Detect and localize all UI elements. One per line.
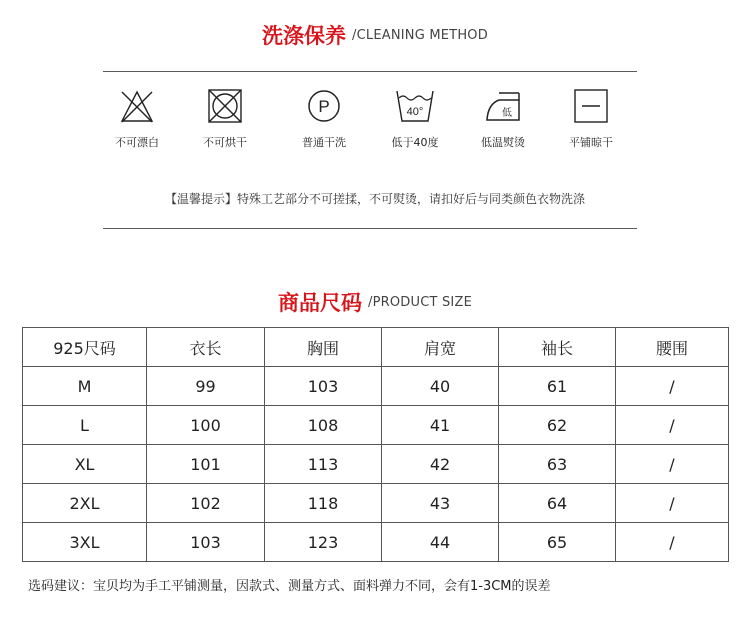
- wash-40-icon: [395, 88, 435, 124]
- table-cell: M: [23, 367, 147, 406]
- table-cell: 63: [499, 445, 616, 484]
- svg-text:P: P: [318, 97, 330, 116]
- iron-mark-text: 低: [502, 108, 512, 119]
- table-cell: 65: [499, 523, 616, 562]
- table-cell: 3XL: [23, 523, 147, 562]
- table-cell: 62: [499, 406, 616, 445]
- header-waist: 腰围: [616, 328, 729, 367]
- care-tip: 【温馨提示】特殊工艺部分不可搓揉，不可熨烫，请扣好后与同类颜色衣物洗涤: [164, 192, 585, 206]
- table-cell: XL: [23, 445, 147, 484]
- care-icon-item: [92, 88, 182, 150]
- care-icon-item: [279, 88, 369, 150]
- table-cell: 108: [265, 406, 382, 445]
- table-row: [23, 445, 729, 484]
- care-icon-label: 不可烘干: [203, 136, 247, 149]
- care-icon-item: [180, 88, 270, 150]
- care-section-title: [0, 20, 750, 50]
- table-cell: 44: [382, 523, 499, 562]
- table-row: [23, 367, 729, 406]
- table-cell: 123: [265, 523, 382, 562]
- care-icon-item: [546, 88, 636, 150]
- table-cell: 113: [265, 445, 382, 484]
- care-icon-label: 普通干洗: [302, 136, 346, 149]
- table-cell: 118: [265, 484, 382, 523]
- wash-temp-text: 40°: [406, 106, 424, 118]
- header-size: 925尺码: [23, 328, 147, 367]
- divider-bottom: [103, 228, 637, 229]
- table-cell: /: [616, 445, 729, 484]
- care-icon-label: 平铺晾干: [569, 136, 613, 149]
- size-note: 选码建议：宝贝均为手工平铺测量，因款式、测量方式、面料弹力不同，会有1-3CM的误差: [28, 579, 551, 594]
- table-cell: 102: [147, 484, 265, 523]
- size-title-en: /PRODUCT SIZE: [368, 294, 472, 310]
- table-cell: 99: [147, 367, 265, 406]
- table-cell: /: [616, 484, 729, 523]
- table-cell: 43: [382, 484, 499, 523]
- table-cell: 2XL: [23, 484, 147, 523]
- table-cell: 41: [382, 406, 499, 445]
- table-cell: /: [616, 406, 729, 445]
- care-icon-label: 不可漂白: [115, 136, 159, 149]
- table-cell: 64: [499, 484, 616, 523]
- care-icons-row: [100, 88, 640, 168]
- table-cell: 61: [499, 367, 616, 406]
- care-icon-label: 低于40度: [391, 136, 439, 149]
- table-row: [23, 484, 729, 523]
- table-header-row: [23, 328, 729, 367]
- care-icon-label: 低温熨烫: [481, 136, 525, 149]
- table-cell: 103: [265, 367, 382, 406]
- size-title-cn: 商品尺码: [278, 291, 363, 315]
- header-length: 衣长: [147, 328, 265, 367]
- header-shoulder: 肩宽: [382, 328, 499, 367]
- care-title-cn: 洗涤保养: [262, 24, 347, 48]
- table-cell: /: [616, 367, 729, 406]
- header-sleeve: 袖长: [499, 328, 616, 367]
- header-chest: 胸围: [265, 328, 382, 367]
- iron-low-icon: [483, 88, 523, 124]
- table-cell: 101: [147, 445, 265, 484]
- table-cell: 40: [382, 367, 499, 406]
- dry-flat-icon: [573, 88, 609, 124]
- no-tumble-dry-icon: [207, 88, 243, 124]
- care-title-en: /CLEANING METHOD: [352, 27, 488, 43]
- size-section-title: [0, 287, 750, 317]
- size-table: [22, 327, 729, 562]
- table-row: [23, 523, 729, 562]
- no-bleach-icon: [120, 88, 154, 124]
- table-cell: 103: [147, 523, 265, 562]
- table-cell: /: [616, 523, 729, 562]
- divider-top: [103, 71, 637, 72]
- table-row: [23, 406, 729, 445]
- care-icon-item: [370, 88, 460, 150]
- care-icon-item: [458, 88, 548, 150]
- table-cell: 42: [382, 445, 499, 484]
- table-cell: 100: [147, 406, 265, 445]
- table-cell: L: [23, 406, 147, 445]
- dry-clean-p-icon: [306, 88, 342, 124]
